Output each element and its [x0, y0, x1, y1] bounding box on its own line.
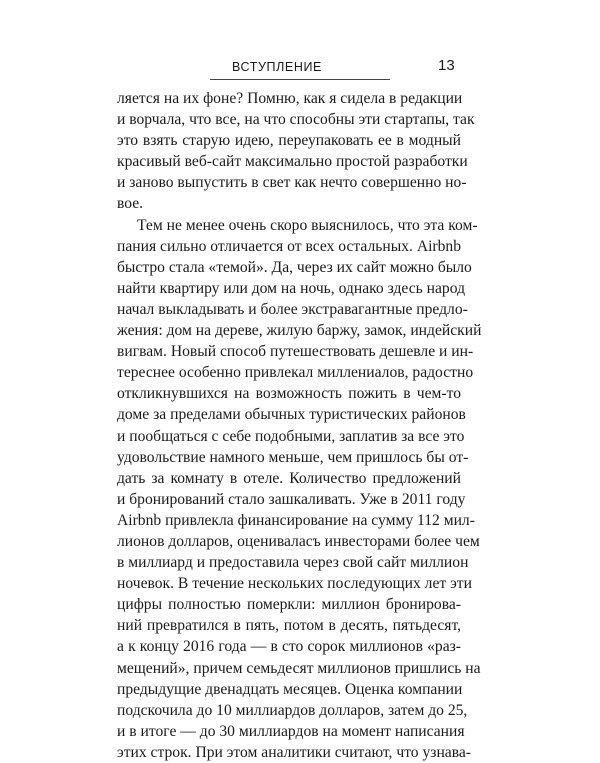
header-rule	[210, 79, 390, 80]
text-line: этих строк. При этом аналитики считают, что узнава-	[117, 743, 471, 761]
text-line: ночевок. В течение нескольких последующих лет эти	[117, 575, 472, 593]
text-line: Airbnb привлекла финансирование на сумму 112 мил-	[117, 511, 475, 529]
text-line: и в итоге — до 30 миллиардов на момент написания	[117, 722, 465, 740]
text-line: подскочила до 10 миллиардов долларов, затем до 25,	[117, 701, 468, 719]
text-line: и заново выпустить в свет как нечто совершенно но-	[117, 174, 467, 192]
text-line: жения: дом на дереве, жилую баржу, замок, индейский	[117, 322, 482, 340]
text-line: быстро стала «темой». Да, через их сайт можно было	[117, 258, 472, 276]
text-line: доме за пределами обычных туристических районов	[117, 406, 466, 424]
text-line: ляется на их фоне? Помню, как я сидела в редакции	[117, 90, 463, 107]
page-number: 13	[438, 57, 455, 74]
text-line: цифры полностью померкли: миллион бронирова-	[117, 596, 461, 614]
text-line: в миллиард и предоставила через свой сайт миллион	[117, 554, 469, 572]
text-line: начал выкладывать и более экстравагантные предло-	[117, 300, 468, 318]
text-line: лионов долларов, оцениваласъ инвесторами более чем	[117, 532, 480, 550]
text-line: это взять старую идею, переупаковать ее в модный	[117, 132, 461, 150]
text-line: и пообщаться с себе подобными, заплатив за все это	[117, 427, 465, 445]
text-line: мещений», причем семьдесят миллионов пришлись на	[117, 659, 481, 677]
text-line: Тем не менее очень скоро выяснилось, что эта ком-	[137, 216, 478, 234]
text-line: и бронирований стало зашкаливать. Уже в 2011 году	[117, 490, 466, 508]
text-line: ний превратился в пять, потом в десять, пятьдесят,	[117, 617, 461, 635]
body-text	[117, 88, 482, 763]
text-line: и ворчала, что все, на что способны эти стартапы, так	[117, 111, 475, 129]
text-line: вигвам. Новый способ путешествовать дешевле и ин-	[117, 343, 474, 361]
text-line: дать за комнату в отеле. Количество предложений	[117, 469, 461, 487]
text-line: вое.	[117, 195, 144, 213]
text-line: удовольствие намного меньше, чем пришлось бы от-	[117, 448, 469, 466]
running-title: ВСТУПЛЕНИЕ	[232, 60, 322, 74]
text-line: предыдущие двенадцать месяцев. Оценка компании	[117, 680, 463, 698]
text-line: пания сильно отличается от всех остальных. Airbnb	[117, 237, 461, 255]
text-line: а к концу 2016 года — в сто сорок миллионов «раз-	[117, 638, 461, 656]
text-line: откликнувшихся на возможность пожить в чем-то	[117, 385, 461, 403]
text-line: красивый веб-сайт максимально простой разработки	[117, 153, 468, 171]
text-line: найти квартиру или дом на ночь, однако здесь народ	[117, 279, 466, 297]
text-line: тереснее особенно привлекал миллениалов, радостно	[117, 364, 474, 382]
